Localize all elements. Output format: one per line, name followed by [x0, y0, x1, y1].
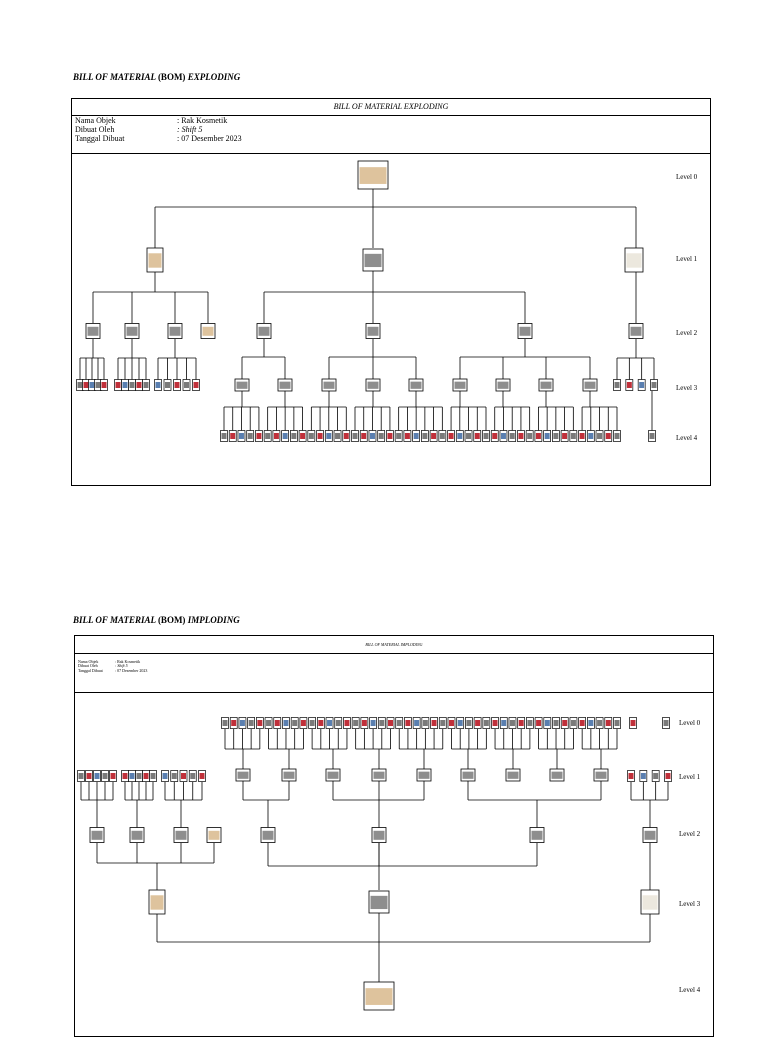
part-image: [151, 773, 156, 779]
part-image: [463, 772, 474, 779]
meta-key: Nama Objek: [75, 116, 116, 125]
part-image: [190, 773, 195, 779]
part-image: [580, 720, 585, 726]
part-image: [95, 773, 100, 779]
part-image: [200, 773, 205, 779]
part-image: [310, 720, 315, 726]
part-image: [596, 772, 607, 779]
part-image: [176, 831, 187, 840]
level-label: Level 3: [676, 384, 698, 392]
part-image: [87, 773, 92, 779]
part-image: [181, 773, 186, 779]
part-image: [336, 720, 341, 726]
part-image: [266, 720, 271, 726]
part-image: [666, 773, 671, 779]
part-image: [571, 720, 576, 726]
part-image: [466, 720, 471, 726]
part-image: [92, 831, 103, 840]
part-image: [597, 720, 602, 726]
part-image: [643, 895, 658, 909]
part-image: [641, 773, 646, 779]
part-image: [519, 720, 524, 726]
part-image: [374, 831, 385, 840]
level-label: Level 0: [679, 719, 701, 727]
part-image: [562, 720, 567, 726]
meta-value: : Rak Kosmetik: [115, 659, 141, 664]
exploding-header: BILL OF MATERIAL EXPLODING: [72, 99, 710, 116]
part-image: [527, 720, 532, 726]
level-label: Level 4: [676, 434, 698, 442]
part-image: [249, 720, 254, 726]
part-image: [629, 773, 634, 779]
part-image: [328, 772, 339, 779]
part-image: [371, 720, 376, 726]
part-image: [405, 720, 410, 726]
part-image: [172, 773, 177, 779]
meta-value: : Rak Kosmetik: [177, 116, 228, 125]
part-image: [532, 831, 543, 840]
part-image: [344, 720, 349, 726]
part-image: [458, 720, 463, 726]
level-label: Level 1: [676, 255, 698, 263]
part-image: [362, 720, 367, 726]
part-image: [653, 773, 658, 779]
part-image: [615, 720, 620, 726]
imploding-title-c: IMPLODING: [187, 615, 240, 625]
part-image: [397, 720, 402, 726]
part-image: [606, 720, 611, 726]
meta-key: Nama Objek: [78, 659, 99, 664]
level-label: Level 1: [679, 773, 701, 781]
part-image: [132, 831, 143, 840]
part-image: [103, 773, 108, 779]
part-image: [449, 720, 454, 726]
part-image: [510, 720, 515, 726]
meta-value: : 07 Desember 2023: [115, 667, 148, 673]
exploding-title-a: BILL OF MATERIAL: [73, 72, 156, 82]
part-image: [631, 720, 636, 726]
part-image: [144, 773, 149, 779]
level-label: Level 3: [679, 900, 701, 908]
meta-value: : Shift 5: [177, 124, 203, 134]
part-image: [484, 720, 489, 726]
part-image: [209, 831, 220, 840]
part-image: [440, 720, 445, 726]
part-image: [223, 720, 228, 726]
part-image: [283, 720, 288, 726]
part-image: [79, 773, 84, 779]
part-image: [231, 720, 236, 726]
part-image: [318, 720, 323, 726]
level-label: Level 2: [676, 329, 698, 337]
part-image: [130, 773, 135, 779]
imploding-title-a: BILL OF MATERIAL: [73, 615, 156, 625]
part-image: [371, 896, 388, 909]
part-image: [432, 720, 437, 726]
part-image: [353, 720, 358, 726]
meta-key: Dibuat Oleh: [75, 124, 115, 134]
imploding-header: BILL OF MATERIAL IMPLODING: [75, 636, 713, 654]
part-image: [238, 772, 249, 779]
part-image: [240, 720, 245, 726]
part-image: [552, 772, 563, 779]
part-image: [419, 772, 430, 779]
meta-value: : 07 Desember 2023: [177, 133, 242, 143]
part-image: [137, 773, 142, 779]
meta-key: Tanggal Dibuat: [78, 667, 103, 673]
part-image: [275, 720, 280, 726]
part-image: [664, 720, 669, 726]
part-image: [379, 720, 384, 726]
part-image: [284, 772, 295, 779]
part-image: [123, 773, 128, 779]
part-image: [645, 831, 656, 840]
meta-key: Tanggal Dibuat: [75, 133, 125, 143]
part-image: [554, 720, 559, 726]
meta-value: : Shift 5: [115, 663, 128, 669]
part-image: [501, 720, 506, 726]
part-image: [366, 988, 393, 1005]
part-image: [493, 720, 498, 726]
part-image: [508, 772, 519, 779]
part-image: [414, 720, 419, 726]
part-image: [475, 720, 480, 726]
exploding-title-b: (BOM): [157, 72, 186, 82]
part-image: [545, 720, 550, 726]
exploding-title-c: EXPLODING: [187, 72, 241, 82]
part-image: [151, 895, 164, 909]
level-label: Level 0: [676, 173, 698, 181]
part-image: [292, 720, 297, 726]
part-image: [374, 772, 385, 779]
part-image: [327, 720, 332, 726]
level-label: Level 2: [679, 830, 701, 838]
part-image: [588, 720, 593, 726]
level-label: Level 4: [679, 986, 701, 994]
part-image: [163, 773, 168, 779]
part-image: [301, 720, 306, 726]
part-image: [263, 831, 274, 840]
part-image: [423, 720, 428, 726]
part-image: [257, 720, 262, 726]
meta-key: Dibuat Oleh: [78, 663, 98, 669]
part-image: [536, 720, 541, 726]
imploding-title-b: (BOM): [157, 615, 186, 625]
part-image: [111, 773, 116, 779]
part-image: [388, 720, 393, 726]
